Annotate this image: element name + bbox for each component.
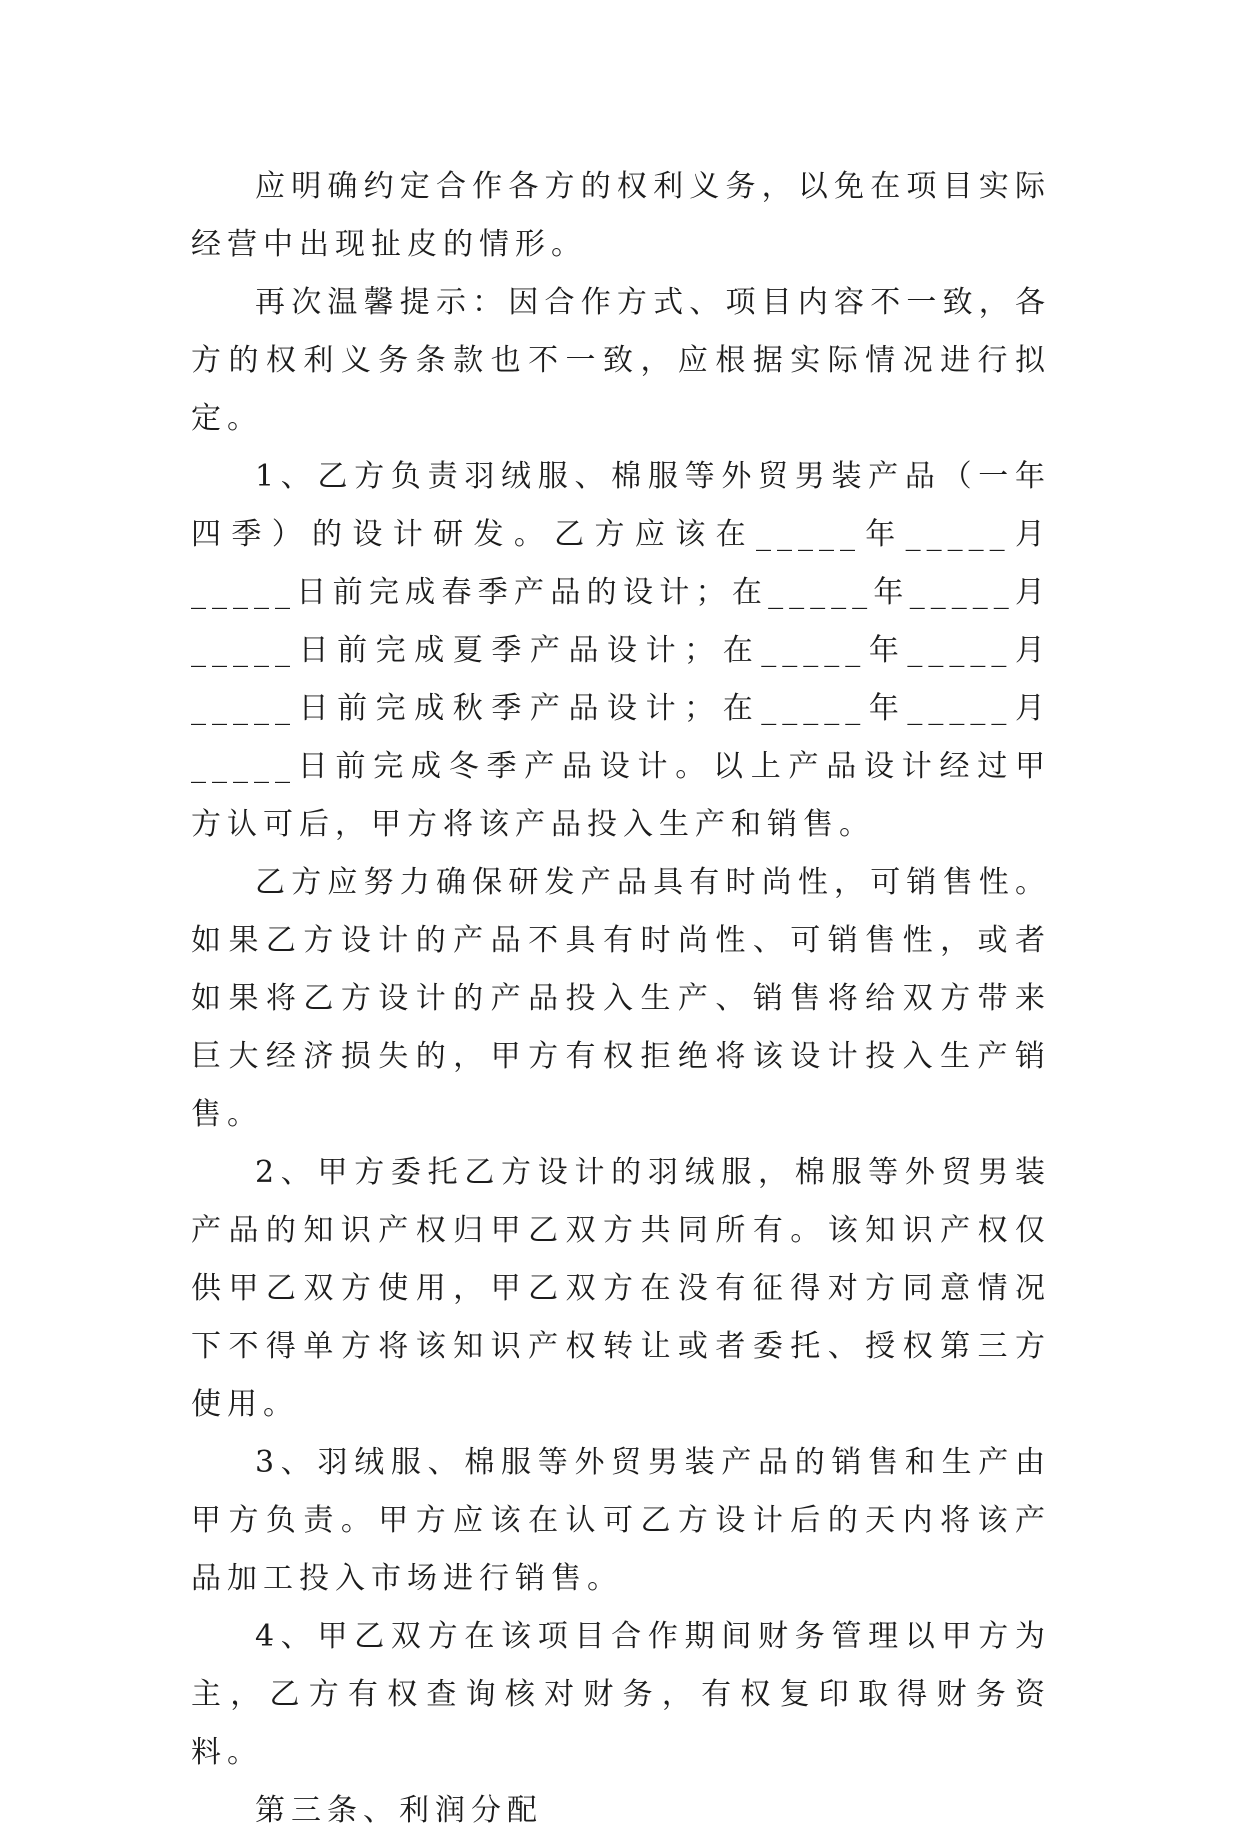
paragraph-clause-2: 2、甲方委托乙方设计的羽绒服，棉服等外贸男装产品的知识产权归甲乙双方共同所有。该知识产权仅供甲乙双方使用，甲乙双方在没有征得对方同意情况下不得单方将该知识产权转让或者委托、授权第三方使用。 (191, 1155, 1051, 1422)
document-body (191, 158, 1051, 1840)
paragraph-rights-obligations: 应明确约定合作各方的权利义务，以免在项目实际经营中出现扯皮的情形。 (191, 169, 1051, 262)
paragraph-clause-1-detail: 乙方应努力确保研发产品具有时尚性，可销售性。如果乙方设计的产品不具有时尚性、可销售性，或者如果将乙方设计的产品投入生产、销售将给双方带来巨大经济损失的，甲方有权拒绝将该设计投入生产销售。 (191, 865, 1051, 1132)
section-heading-profit-distribution: 第三条、利润分配 (255, 1793, 543, 1828)
paragraph-clause-4: 4、甲乙双方在该项目合作期间财务管理以甲方为主，乙方有权查询核对财务，有权复印取得财务资料。 (191, 1619, 1051, 1770)
paragraph-reminder: 再次温馨提示：因合作方式、项目内容不一致，各方的权利义务条款也不一致，应根据实际情况进行拟定。 (191, 285, 1051, 436)
paragraph-clause-3: 3、羽绒服、棉服等外贸男装产品的销售和生产由甲方负责。甲方应该在认可乙方设计后的天内将该产品加工投入市场进行销售。 (191, 1445, 1051, 1596)
paragraph-clause-1: 1、乙方负责羽绒服、棉服等外贸男装产品（一年四季）的设计研发。乙方应该在_____年_____月_____日前完成春季产品的设计；在_____年_____月_____日前完成夏季产品设计；在_____年_____月_____日前完成秋季产品设计；在_____年_____月_____日前完成冬季产品设计。以上产品设计经过甲方认可后，甲方将该产品投入生产和销售。 (191, 459, 1051, 842)
